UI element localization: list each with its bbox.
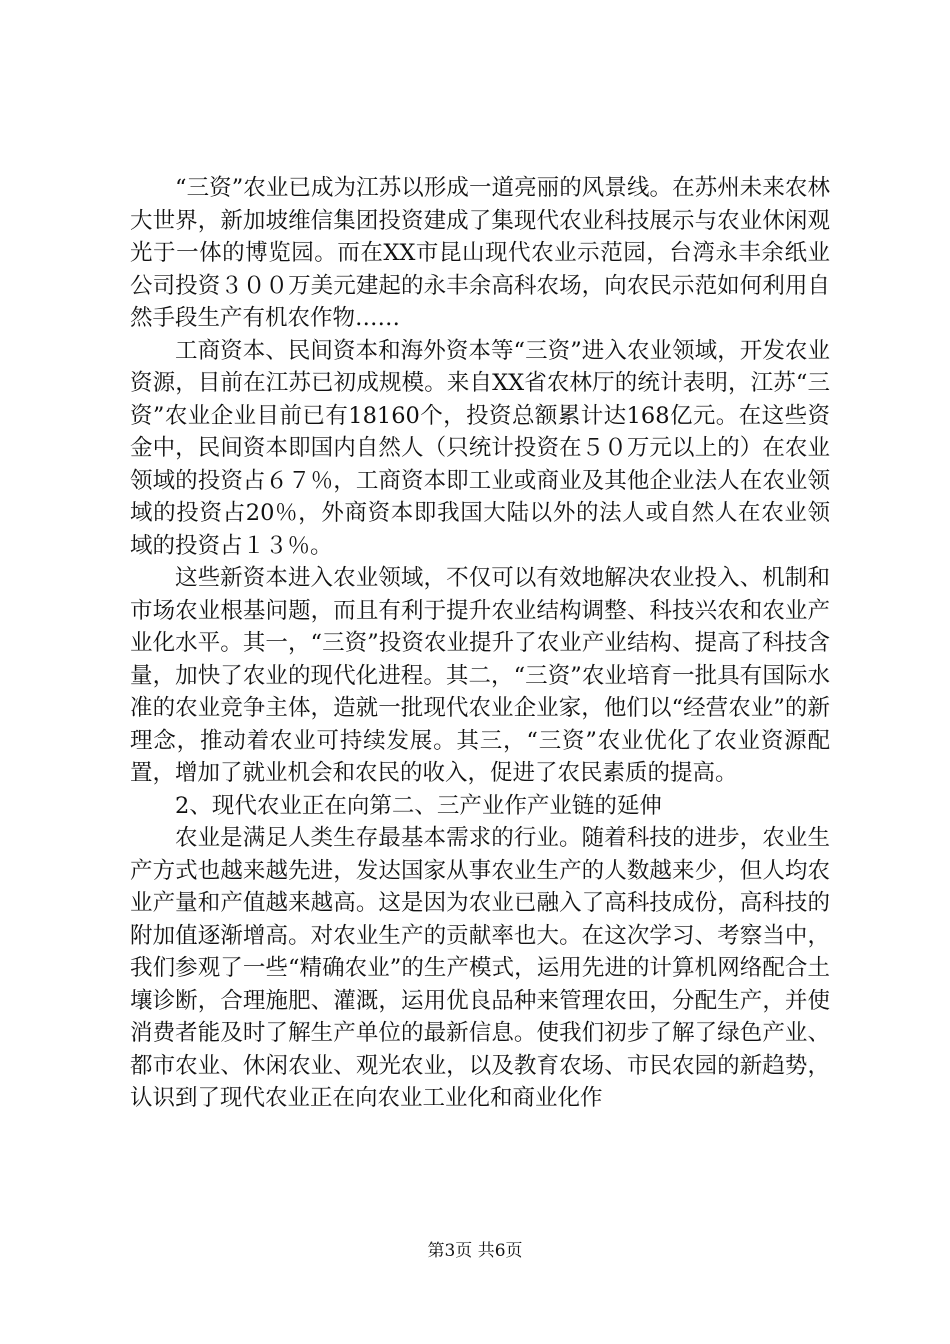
paragraph-foreign-capital-agriculture: “三资”农业已成为江苏以形成一道亮丽的风景线。在苏州未来农林大世界，新加坡维信集团投资建成了集现代农业科技展示与农业休闲观光于一体的博览园。而在XX市昆山现代农业示范园，台湾永丰余纸业公司投资３００万美元建起的永丰余高科农场，向农民示范如何利用自然手段生产有机农作物…… [130,175,830,331]
paragraph-modern-agriculture: 农业是满足人类生存最基本需求的行业。随着科技的进步，农业生产方式也越来越先进，发达国家从事农业生产的人数越来少，但人均农业产量和产值越来越高。这是因为农业已融入了高科技成份，高科技的附加值逐渐增高。对农业生产的贡献率也大。在这次学习、考察当中，我们参观了一些“精确农业”的生产模式，运用先进的计算机网络配合土壤诊断，合理施肥、灌溉，运用优良品种来管理农田，分配生产，并使消费者能及时了解生产单位的最新信息。使我们初步了解了绿色产业、都市农业、休闲农业、观光农业，以及教育农场、市民农园的新趋势，认识到了现代农业正在向农业工业化和商业化作 [130,825,830,1111]
section-heading: 2、现代农业正在向第二、三产业作产业链的延伸 [175,792,662,819]
paragraph-capital-statistics: 工商资本、民间资本和海外资本等“三资”进入农业领域，开发农业资源，目前在江苏已初成规模。来自XX省农林厅的统计表明，江苏“三资”农业企业目前已有18160个，投资总额累计达168亿元。在这些资金中，民间资本即国内自然人（只统计投资在５０万元以上的）在农业领域的投资占６７％，工商资本即工业或商业及其他企业法人在农业领域的投资占20％，外商资本即我国大陆以外的法人或自然人在农业领域的投资占１３％。 [130,337,830,559]
paragraph-capital-benefits: 这些新资本进入农业领域，不仅可以有效地解决农业投入、机制和市场农业根基问题，而且有利于提升农业结构调整、科技兴农和农业产业化水平。其一，“三资”投资农业提升了农业产业结构、提高了科技含量，加快了农业的现代化进程。其二，“三资”农业培育一批具有国际水准的农业竞争主体，造就一批现代农业企业家，他们以“经营农业”的新理念，推动着农业可持续发展。其三，“三资”农业优化了农业资源配置，增加了就业机会和农民的收入，促进了农民素质的提高。 [130,565,830,786]
document-body [130,172,830,1115]
page-number-footer: 第3页 共6页 [427,1241,523,1261]
